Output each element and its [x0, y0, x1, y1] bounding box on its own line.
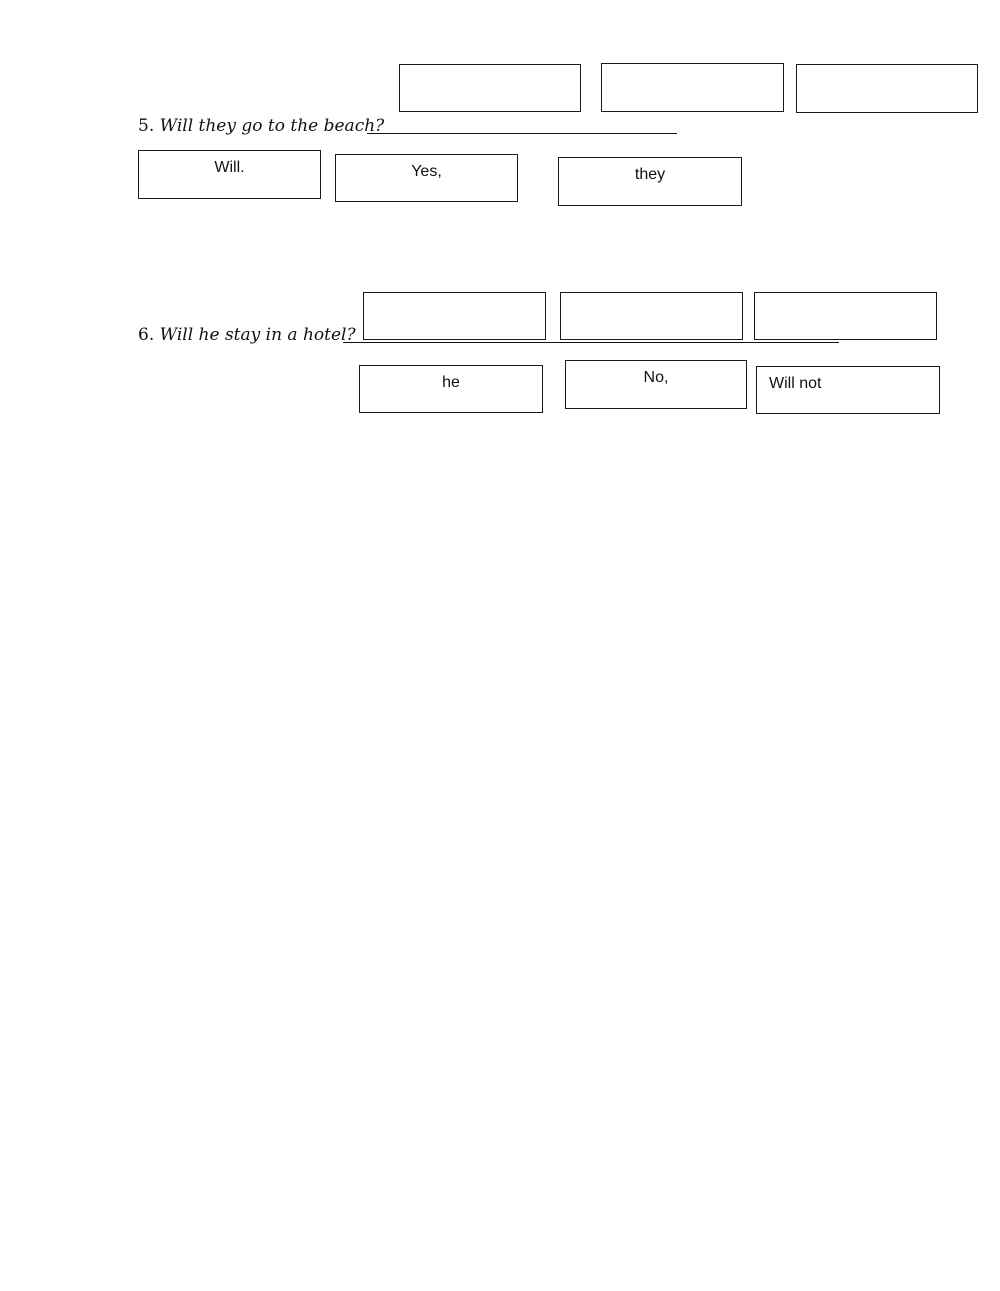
q5-word-tile-2[interactable]	[335, 154, 518, 202]
question-5	[138, 116, 384, 136]
question-6-answer-line	[343, 342, 839, 343]
q5-word-tile-3-label: they	[634, 166, 666, 183]
q5-word-tile-1[interactable]	[138, 150, 321, 199]
q5-word-tile-3[interactable]	[558, 157, 742, 206]
q6-word-tile-3[interactable]	[756, 366, 940, 414]
q6-word-tile-3-label: Will not	[769, 375, 822, 392]
q6-drop-box-3[interactable]	[754, 292, 937, 340]
q5-word-tile-1-label: Will.	[214, 159, 245, 176]
question-5-number: 5.	[138, 116, 155, 136]
q5-drop-box-2[interactable]	[601, 63, 784, 112]
question-6-number: 6.	[138, 325, 155, 345]
question-5-answer-line	[367, 133, 677, 134]
q6-word-tile-1[interactable]	[359, 365, 543, 413]
question-6	[138, 325, 356, 345]
q5-drop-box-1[interactable]	[399, 64, 581, 112]
q6-word-tile-1-label: he	[442, 374, 460, 391]
question-5-text: Will they go to the beach?	[159, 116, 385, 136]
q6-drop-box-2[interactable]	[560, 292, 743, 340]
q6-drop-box-1[interactable]	[363, 292, 546, 340]
q5-drop-box-3[interactable]	[796, 64, 978, 113]
q6-word-tile-2[interactable]	[565, 360, 747, 409]
q5-word-tile-2-label: Yes,	[411, 163, 442, 180]
q6-word-tile-2-label: No,	[643, 369, 669, 386]
question-6-text: Will he stay in a hotel?	[159, 325, 356, 345]
